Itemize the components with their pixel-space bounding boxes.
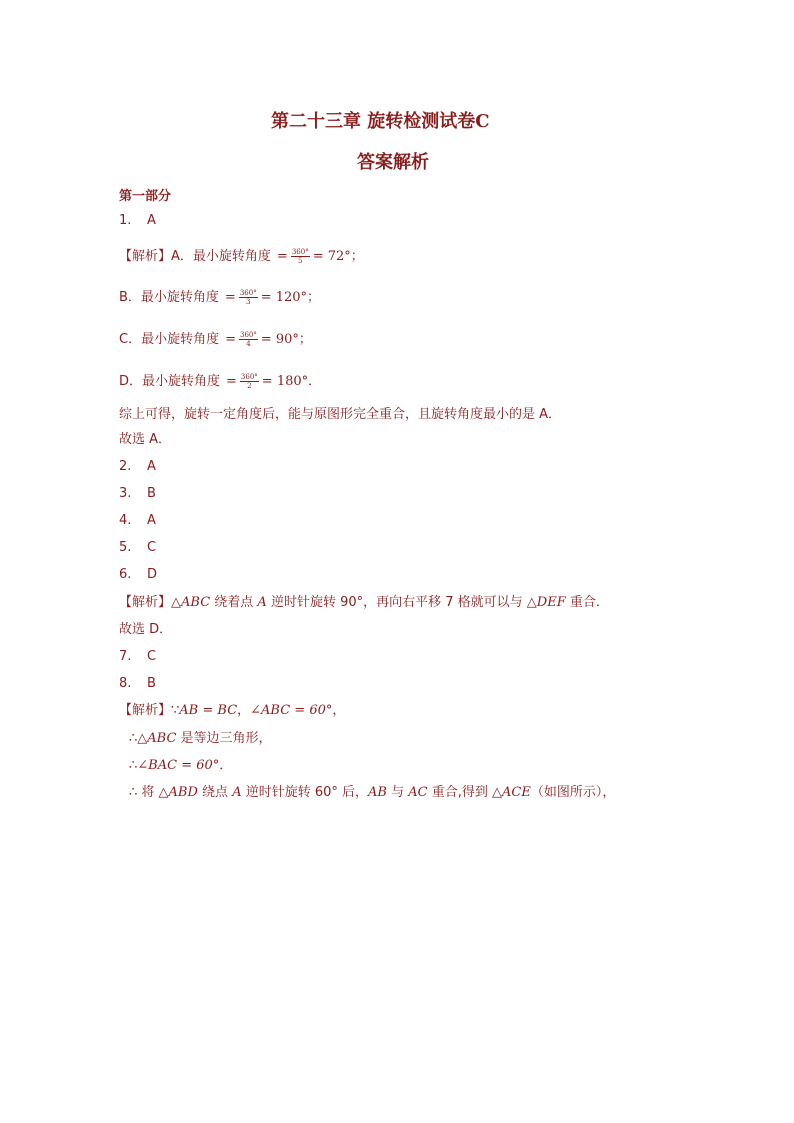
question-number: 6.	[119, 567, 132, 582]
analysis-text: 重合．	[565, 595, 609, 610]
answer-2	[119, 459, 156, 475]
question-number: 3.	[119, 486, 132, 501]
analysis-text: （如图所示），	[530, 785, 616, 800]
math-ab: AB	[368, 785, 387, 800]
analysis-1c	[119, 331, 312, 348]
result: = 90°；	[260, 332, 312, 347]
analysis-1-choice: 故选 A．	[119, 432, 172, 447]
analysis-text: 重合,得到 △	[427, 785, 502, 800]
question-number: 1.	[119, 213, 132, 228]
question-number: 2.	[119, 459, 132, 474]
analysis-1-summary: 综上可得，旋转一定角度后，能与原图形完全重合，且旋转角度最小的是 A．	[119, 407, 562, 422]
because-symbol: ∵	[171, 703, 180, 718]
analysis-text: 逆时针旋转 60° 后，	[241, 785, 369, 800]
math-abc: ABC	[147, 731, 177, 746]
fraction: $\frac{360^\circ}{3}$	[239, 289, 257, 306]
math-abd: ABD	[168, 785, 198, 800]
triangle-symbol: △	[171, 595, 182, 610]
analysis-text: A．最小旋转角度	[171, 249, 271, 264]
answer-choice: C	[147, 540, 157, 555]
math-abc: ABC	[181, 595, 211, 610]
fraction: $\frac{360^\circ}{2}$	[240, 373, 258, 390]
analysis-tag: 【解析】	[119, 595, 172, 610]
question-number: 8.	[119, 676, 132, 691]
math-ab-bc: AB = BC	[179, 703, 238, 718]
answer-choice: B	[147, 676, 156, 691]
page-title: 第二十三章 旋转检测试卷C	[271, 111, 490, 132]
therefore-symbol: ∴△	[129, 731, 148, 746]
answer-choice: A	[147, 213, 156, 228]
fraction: $\frac{360^\circ}{4}$	[239, 331, 257, 348]
answer-choice: B	[147, 486, 156, 501]
answer-8	[119, 676, 156, 692]
analysis-8-line1	[119, 703, 345, 719]
math-angle-abc: ∠ABC = 60°	[250, 703, 333, 718]
math-point-a: A	[232, 785, 242, 800]
analysis-text: 与	[386, 785, 409, 800]
answer-choice: A	[147, 459, 156, 474]
section-heading: 第一部分	[119, 189, 172, 204]
question-number: 7.	[119, 649, 132, 664]
analysis-1d	[119, 373, 321, 390]
analysis-8-line3	[129, 758, 232, 774]
analysis-text: C．最小旋转角度	[119, 332, 220, 347]
math-point-a: A	[257, 595, 267, 610]
result: = 120°；	[260, 290, 321, 305]
fraction: $\frac{360^\circ}{5}$	[291, 248, 309, 265]
analysis-text: 绕着点	[210, 595, 258, 610]
analysis-1b	[119, 289, 320, 306]
analysis-6	[119, 595, 609, 611]
analysis-8-line2	[129, 731, 272, 747]
question-number: 5.	[119, 540, 132, 555]
equals-sign: =	[225, 332, 236, 347]
analysis-text: 是等边三角形，	[176, 731, 272, 746]
math-ace: ACE	[502, 785, 531, 800]
answer-7	[119, 649, 156, 665]
math-ac: AC	[408, 785, 428, 800]
equals-sign: =	[226, 374, 237, 389]
analysis-text: 逆时针旋转 90°，再向右平移 7 格就可以与	[266, 595, 527, 610]
analysis-tag: 【解析】	[119, 249, 172, 264]
punctuation: ，	[332, 703, 346, 718]
analysis-tag: 【解析】	[119, 703, 172, 718]
triangle-symbol: △	[526, 595, 537, 610]
answer-1	[119, 213, 156, 229]
analysis-1a	[119, 248, 364, 265]
math-angle-bac: ∠BAC = 60°	[137, 758, 220, 773]
answer-choice: C	[147, 649, 157, 664]
result: = 72°；	[312, 249, 364, 264]
analysis-text: D．最小旋转角度	[119, 374, 221, 389]
answer-5	[119, 540, 156, 556]
analysis-6-choice: 故选 D．	[119, 622, 173, 637]
punctuation: ．	[219, 758, 233, 773]
equals-sign: =	[224, 290, 236, 305]
analysis-text: B．最小旋转角度	[119, 290, 219, 305]
answer-6	[119, 567, 157, 583]
equals-sign: =	[276, 249, 288, 264]
therefore-symbol: ∴	[129, 758, 138, 773]
analysis-8-line4	[129, 785, 615, 801]
result: = 180°．	[261, 374, 322, 389]
question-number: 4.	[119, 513, 132, 528]
analysis-text: 绕点	[197, 785, 233, 800]
punctuation: ，	[237, 703, 251, 718]
page-subtitle: 答案解析	[357, 152, 429, 173]
answer-choice: A	[147, 513, 156, 528]
answer-choice: D	[147, 567, 158, 582]
therefore-symbol: ∴ 将 △	[129, 785, 169, 800]
math-def: DEF	[536, 595, 566, 610]
answer-3	[119, 486, 156, 502]
answer-4	[119, 513, 156, 529]
